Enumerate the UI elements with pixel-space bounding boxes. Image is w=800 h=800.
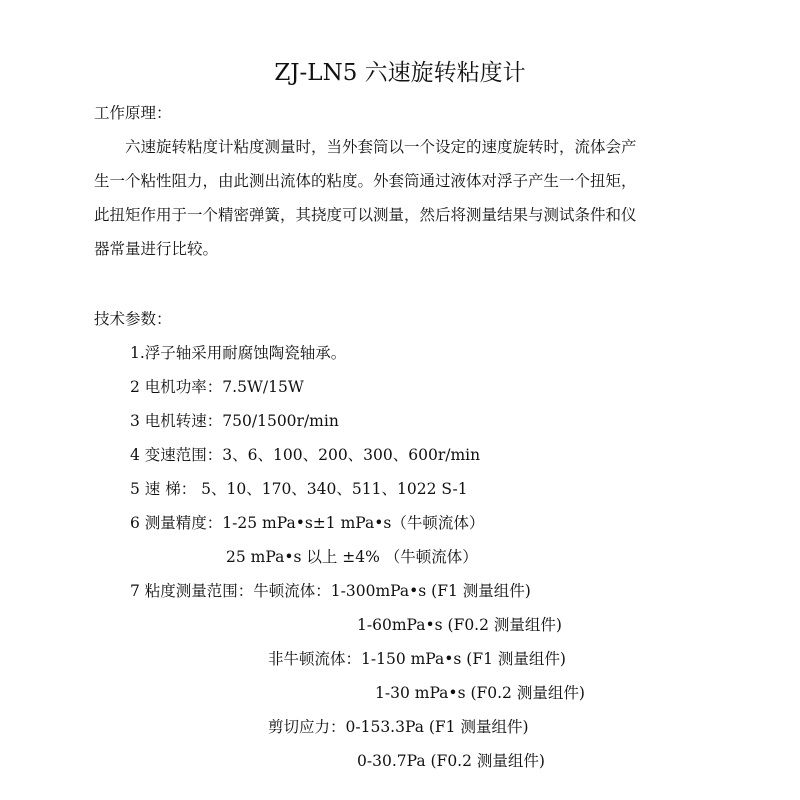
spec-item-6: 6 测量精度：1-25 mPa•s±1 mPa•s（牛顿流体） xyxy=(130,514,485,532)
principle-line-4: 器常量进行比较。 xyxy=(94,240,219,258)
spec-item-7-shear-stress-f02: 0-30.7Pa (F0.2 测量组件) xyxy=(357,752,545,770)
spec-item-7-non-newtonian-f1: 非牛顿流体：1-150 mPa•s (F1 测量组件) xyxy=(268,650,566,668)
document-title: ZJ-LN5 六速旋转粘度计 xyxy=(274,60,526,86)
section-heading-specs: 技术参数： xyxy=(94,310,172,328)
spec-item-1: 1.浮子轴采用耐腐蚀陶瓷轴承。 xyxy=(130,344,347,362)
principle-line-3: 此扭矩作用于一个精密弹簧，其挠度可以测量，然后将测量结果与测试条件和仪 xyxy=(94,206,637,224)
spec-item-7: 7 粘度测量范围：牛顿流体：1-300mPa•s (F1 测量组件) xyxy=(130,582,531,600)
spec-item-5: 5 速 梯： 5、10、170、340、511、1022 S-1 xyxy=(130,480,468,498)
spec-item-6-continued: 25 mPa•s 以上 ±4% （牛顿流体） xyxy=(226,548,478,566)
spec-item-7-newtonian-f02: 1-60mPa•s (F0.2 测量组件) xyxy=(357,616,562,634)
spec-item-7-non-newtonian-f02: 1-30 mPa•s (F0.2 测量组件) xyxy=(375,684,585,702)
spec-item-2: 2 电机功率：7.5W/15W xyxy=(130,378,304,396)
section-heading-principle: 工作原理： xyxy=(94,104,172,122)
spec-item-7-shear-stress-f1: 剪切应力：0-153.3Pa (F1 测量组件) xyxy=(268,718,529,736)
principle-line-1: 六速旋转粘度计粘度测量时，当外套筒以一个设定的速度旋转时，流体会产 xyxy=(125,138,637,156)
spec-item-4: 4 变速范围：3、6、100、200、300、600r/min xyxy=(130,446,481,464)
principle-line-2: 生一个粘性阻力，由此测出流体的粘度。外套筒通过液体对浮子产生一个扭矩， xyxy=(94,172,637,190)
spec-item-3: 3 电机转速：750/1500r/min xyxy=(130,412,339,430)
